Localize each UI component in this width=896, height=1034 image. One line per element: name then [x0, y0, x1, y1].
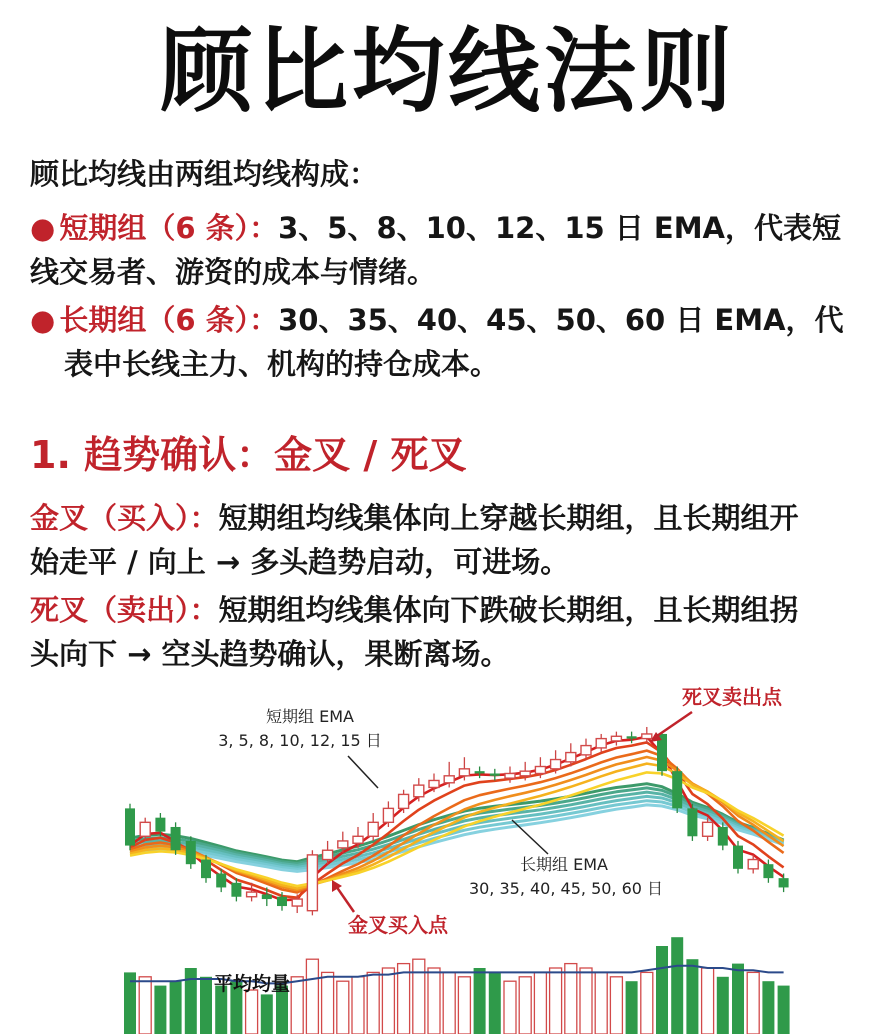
guppy-ema-chart: [0, 680, 896, 1034]
death-cross-paragraph: [30, 588, 870, 676]
ema-lines: [130, 737, 784, 900]
volume-bar-up: [534, 972, 546, 1034]
volume-bar-down: [778, 986, 790, 1034]
candle-body-up: [520, 771, 530, 776]
volume-bar-down: [732, 964, 744, 1034]
volume-bar-up: [398, 964, 410, 1034]
short-group-text-line2: 线交易者、游资的成本与情绪。: [30, 255, 437, 289]
candle-body-up: [307, 855, 317, 911]
candle-body-up: [611, 736, 621, 741]
death-cross-label: 死叉（卖出）：: [30, 593, 219, 627]
candle-body-up: [596, 739, 606, 748]
candle-body-up: [535, 767, 545, 774]
candle-body-up: [444, 776, 454, 783]
volume-bar-down: [200, 977, 212, 1034]
volume-bar-down: [626, 981, 638, 1034]
volume-bar-down: [474, 968, 486, 1034]
candle-body-down: [125, 808, 135, 845]
long-ema-line: [130, 805, 784, 872]
candle-body-down: [262, 894, 272, 899]
candle-body-down: [779, 878, 789, 887]
candle-body-down: [490, 773, 500, 775]
candle-body-up: [140, 822, 150, 836]
golden-cross-label: 金叉（买入）：: [30, 501, 219, 535]
volume-bar-up: [428, 968, 440, 1034]
volume-bar-down: [154, 986, 166, 1034]
candle-body-up: [383, 808, 393, 822]
candle-body-down: [627, 736, 637, 738]
volume-bar-up: [306, 959, 318, 1034]
candle-body-up: [338, 841, 348, 848]
volume-bar-down: [261, 994, 273, 1034]
bullet-dot-icon: ●: [30, 211, 56, 245]
candle-body-up: [399, 794, 409, 808]
volume-bar-up: [565, 964, 577, 1034]
volume-bar-up: [595, 972, 607, 1034]
golden-cross-paragraph: [30, 496, 870, 584]
death-cross-line1: 短期组均线集体向下跌破长期组，且长期组拐: [218, 593, 799, 627]
volume-bar-up: [337, 981, 349, 1034]
candle-body-up: [429, 780, 439, 787]
volume-bar-up: [443, 972, 455, 1034]
golden-cross-line1: 短期组均线集体向上穿越长期组，且长期组开: [218, 501, 799, 535]
candle-body-down: [186, 841, 196, 864]
volume-label: 平均均量: [214, 973, 291, 995]
bullet-dot-icon: ●: [30, 303, 56, 337]
candle-body-down: [718, 827, 728, 846]
volume-bar-down: [489, 972, 501, 1034]
candle-body-up: [703, 822, 713, 836]
volume-bar-down: [671, 937, 683, 1034]
death-cross-line2: 头向下 → 空头趋势确认，果断离场。: [30, 637, 510, 671]
volume-bar-up: [413, 959, 425, 1034]
intro-text: 顾比均线由两组均线构成：: [30, 157, 379, 191]
candle-body-down: [171, 827, 181, 850]
golden-cross-line2: 始走平 / 向上 → 多头趋势启动，可进场。: [30, 545, 570, 579]
volume-bar-up: [352, 977, 364, 1034]
candle-body-up: [368, 822, 378, 836]
volume-bar-up: [139, 977, 151, 1034]
volume-bar-down: [656, 946, 668, 1034]
short-group-label: 短期组（6 条）：: [59, 211, 279, 245]
page-title: 顾比均线法则: [159, 18, 736, 125]
candle-body-down: [277, 897, 287, 906]
volume-bar-up: [367, 972, 379, 1034]
long-group-bullet: [30, 298, 870, 386]
short-group-text-line1: 3、5、8、10、12、15 日 EMA，代表短: [278, 211, 842, 245]
volume-bar-up: [382, 968, 394, 1034]
candle-body-up: [551, 760, 561, 769]
short-group-pointer: [348, 756, 378, 788]
candle-body-up: [748, 860, 758, 869]
volume-bar-up: [504, 981, 516, 1034]
candle-body-up: [459, 769, 469, 776]
chart-annotations: [214, 685, 783, 995]
candle-body-down: [216, 873, 226, 887]
candle-body-down: [475, 771, 485, 773]
volume-bar-up: [641, 972, 653, 1034]
volume-bar-up: [322, 972, 334, 1034]
volume-bar-up: [550, 968, 562, 1034]
volume-bar-down: [717, 977, 729, 1034]
volume-bar-down: [686, 959, 698, 1034]
candle-body-up: [566, 753, 576, 762]
death-cross-annotation: 死叉卖出点: [682, 685, 782, 709]
golden-cross-annotation: 金叉买入点: [348, 913, 448, 937]
volume-bar-down: [185, 968, 197, 1034]
candle-body-up: [353, 836, 363, 843]
volume-bar-down: [762, 981, 774, 1034]
candle-body-down: [687, 808, 697, 836]
candle-body-up: [642, 734, 652, 739]
volume-bar-up: [246, 990, 258, 1034]
golden-cross-arrow: [336, 886, 354, 912]
long-group-annotation-values: 30, 35, 40, 45, 50, 60 日: [468, 879, 664, 898]
candle-body-up: [292, 899, 302, 906]
candle-body-up: [247, 892, 257, 897]
candle-body-down: [672, 771, 682, 808]
short-group-annotation-title: 短期组 EMA: [266, 707, 354, 726]
short-group-bullet: [30, 206, 870, 294]
long-group-text-line2: 表中长线主力、机构的持仓成本。: [64, 347, 500, 381]
long-group-label: 长期组（6 条）：: [59, 303, 279, 337]
volume-bar-up: [291, 977, 303, 1034]
volume-bar-up: [610, 977, 622, 1034]
volume-bar-down: [170, 981, 182, 1034]
candle-body-up: [581, 746, 591, 755]
section-title-trend: 1. 趋势确认：金叉 / 死叉: [30, 433, 467, 477]
golden-cross-arrowhead-icon: [332, 880, 342, 892]
volume-bar-up: [580, 968, 592, 1034]
candle-body-down: [763, 864, 773, 878]
candle-body-down: [155, 818, 165, 832]
candle-body-down: [231, 883, 241, 897]
volume-bar-up: [519, 977, 531, 1034]
volume-bar-up: [458, 977, 470, 1034]
candle-body-up: [414, 785, 424, 797]
candle-body-down: [733, 846, 743, 869]
candle-body-down: [201, 860, 211, 879]
long-group-annotation-title: 长期组 EMA: [520, 855, 608, 874]
short-group-annotation-values: 3, 5, 8, 10, 12, 15 日: [218, 731, 382, 750]
candle-body-up: [323, 850, 333, 859]
long-group-text-line1: 30、35、40、45、50、60 日 EMA，代: [278, 303, 844, 337]
volume-bar-up: [747, 972, 759, 1034]
volume-bar-up: [702, 968, 714, 1034]
death-cross-arrow: [654, 712, 692, 738]
candle-body-up: [505, 773, 515, 778]
